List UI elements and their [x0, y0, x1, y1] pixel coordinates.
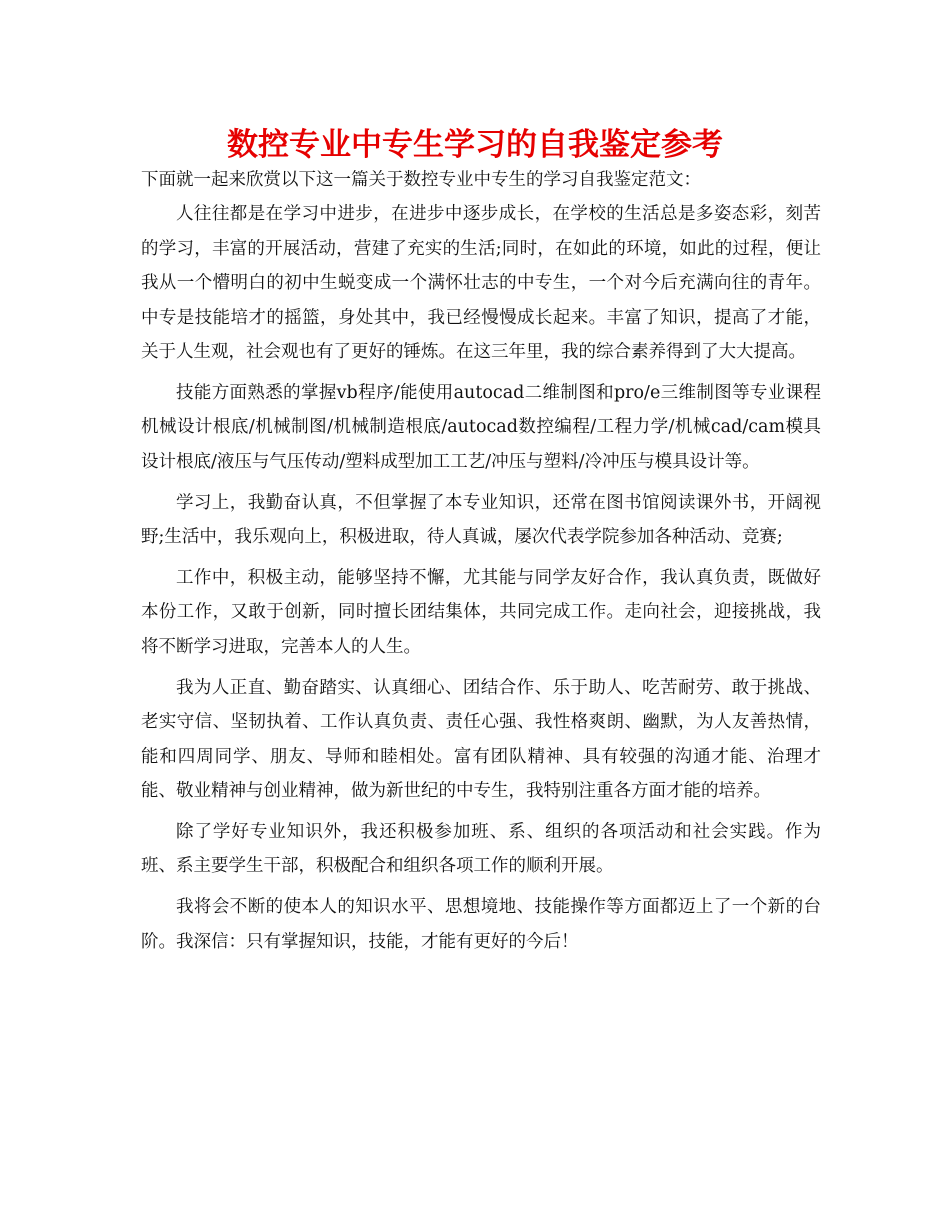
body-paragraph: 除了学好专业知识外，我还积极参加班、系、组织的各项活动和社会实践。作为班、系主要学生干部，积极配合和组织各项工作的顺利开展。 [141, 821, 821, 877]
document-title: 数控专业中专生学习的自我鉴定参考 [227, 127, 723, 163]
body-paragraph: 工作中，积极主动，能够坚持不懈，尤其能与同学友好合作，我认真负责，既做好本份工作，又敢于创新，同时擅长团结集体，共同完成工作。走向社会，迎接挑战，我将不断学习进取，完善本人的人生。 [141, 567, 821, 657]
intro-paragraph: 下面就一起来欣赏以下这一篇关于数控专业中专生的学习自我鉴定范文： [141, 170, 701, 190]
body-paragraph: 人往往都是在学习中进步，在进步中逐步成长，在学校的生活总是多姿态彩，刻苦的学习，丰富的开展活动，营建了充实的生活;同时，在如此的环境，如此的过程，便让我从一个懵明白的初中生蜕变成一个满怀壮志的中专生，一个对今后充满向往的青年。中专是技能培才的摇篮，身处其中，我已经慢慢成长起来。丰富了知识，提高了才能，关于人生观，社会观也有了更好的锤炼。在这三年里，我的综合素养得到了大大提高。 [141, 204, 821, 363]
body-paragraph: 我为人正直、勤奋踏实、认真细心、团结合作、乐于助人、吃苦耐劳、敢于挑战、老实守信、坚韧执着、工作认真负责、责任心强、我性格爽朗、幽默，为人友善热情，能和四周同学、朋友、导师和睦相处。富有团队精神、具有较强的沟通才能、治理才能、敬业精神与创业精神，做为新世纪的中专生，我特别注重各方面才能的培养。 [141, 677, 821, 801]
body-paragraph: 我将会不断的使本人的知识水平、思想境地、技能操作等方面都迈上了一个新的台阶。我深信：只有掌握知识，技能，才能有更好的今后！ [141, 897, 821, 952]
body-paragraph: 技能方面熟悉的掌握vb程序/能使用autocad二维制图和pro/e三维制图等专业课程机械设计根底/机械制图/机械制造根底/autocad数控编程/工程力学/机械cad/cam模具设计根底/液压与气压传动/塑料成型加工工艺/冲压与塑料/冷冲压与模具设计等。 [141, 382, 821, 472]
body-paragraph: 学习上，我勤奋认真，不但掌握了本专业知识，还常在图书馆阅读课外书，开阔视野;生活中，我乐观向上，积极进取，待人真诚，屡次代表学院参加各种活动、竞赛; [141, 492, 821, 548]
document-body [141, 163, 821, 965]
